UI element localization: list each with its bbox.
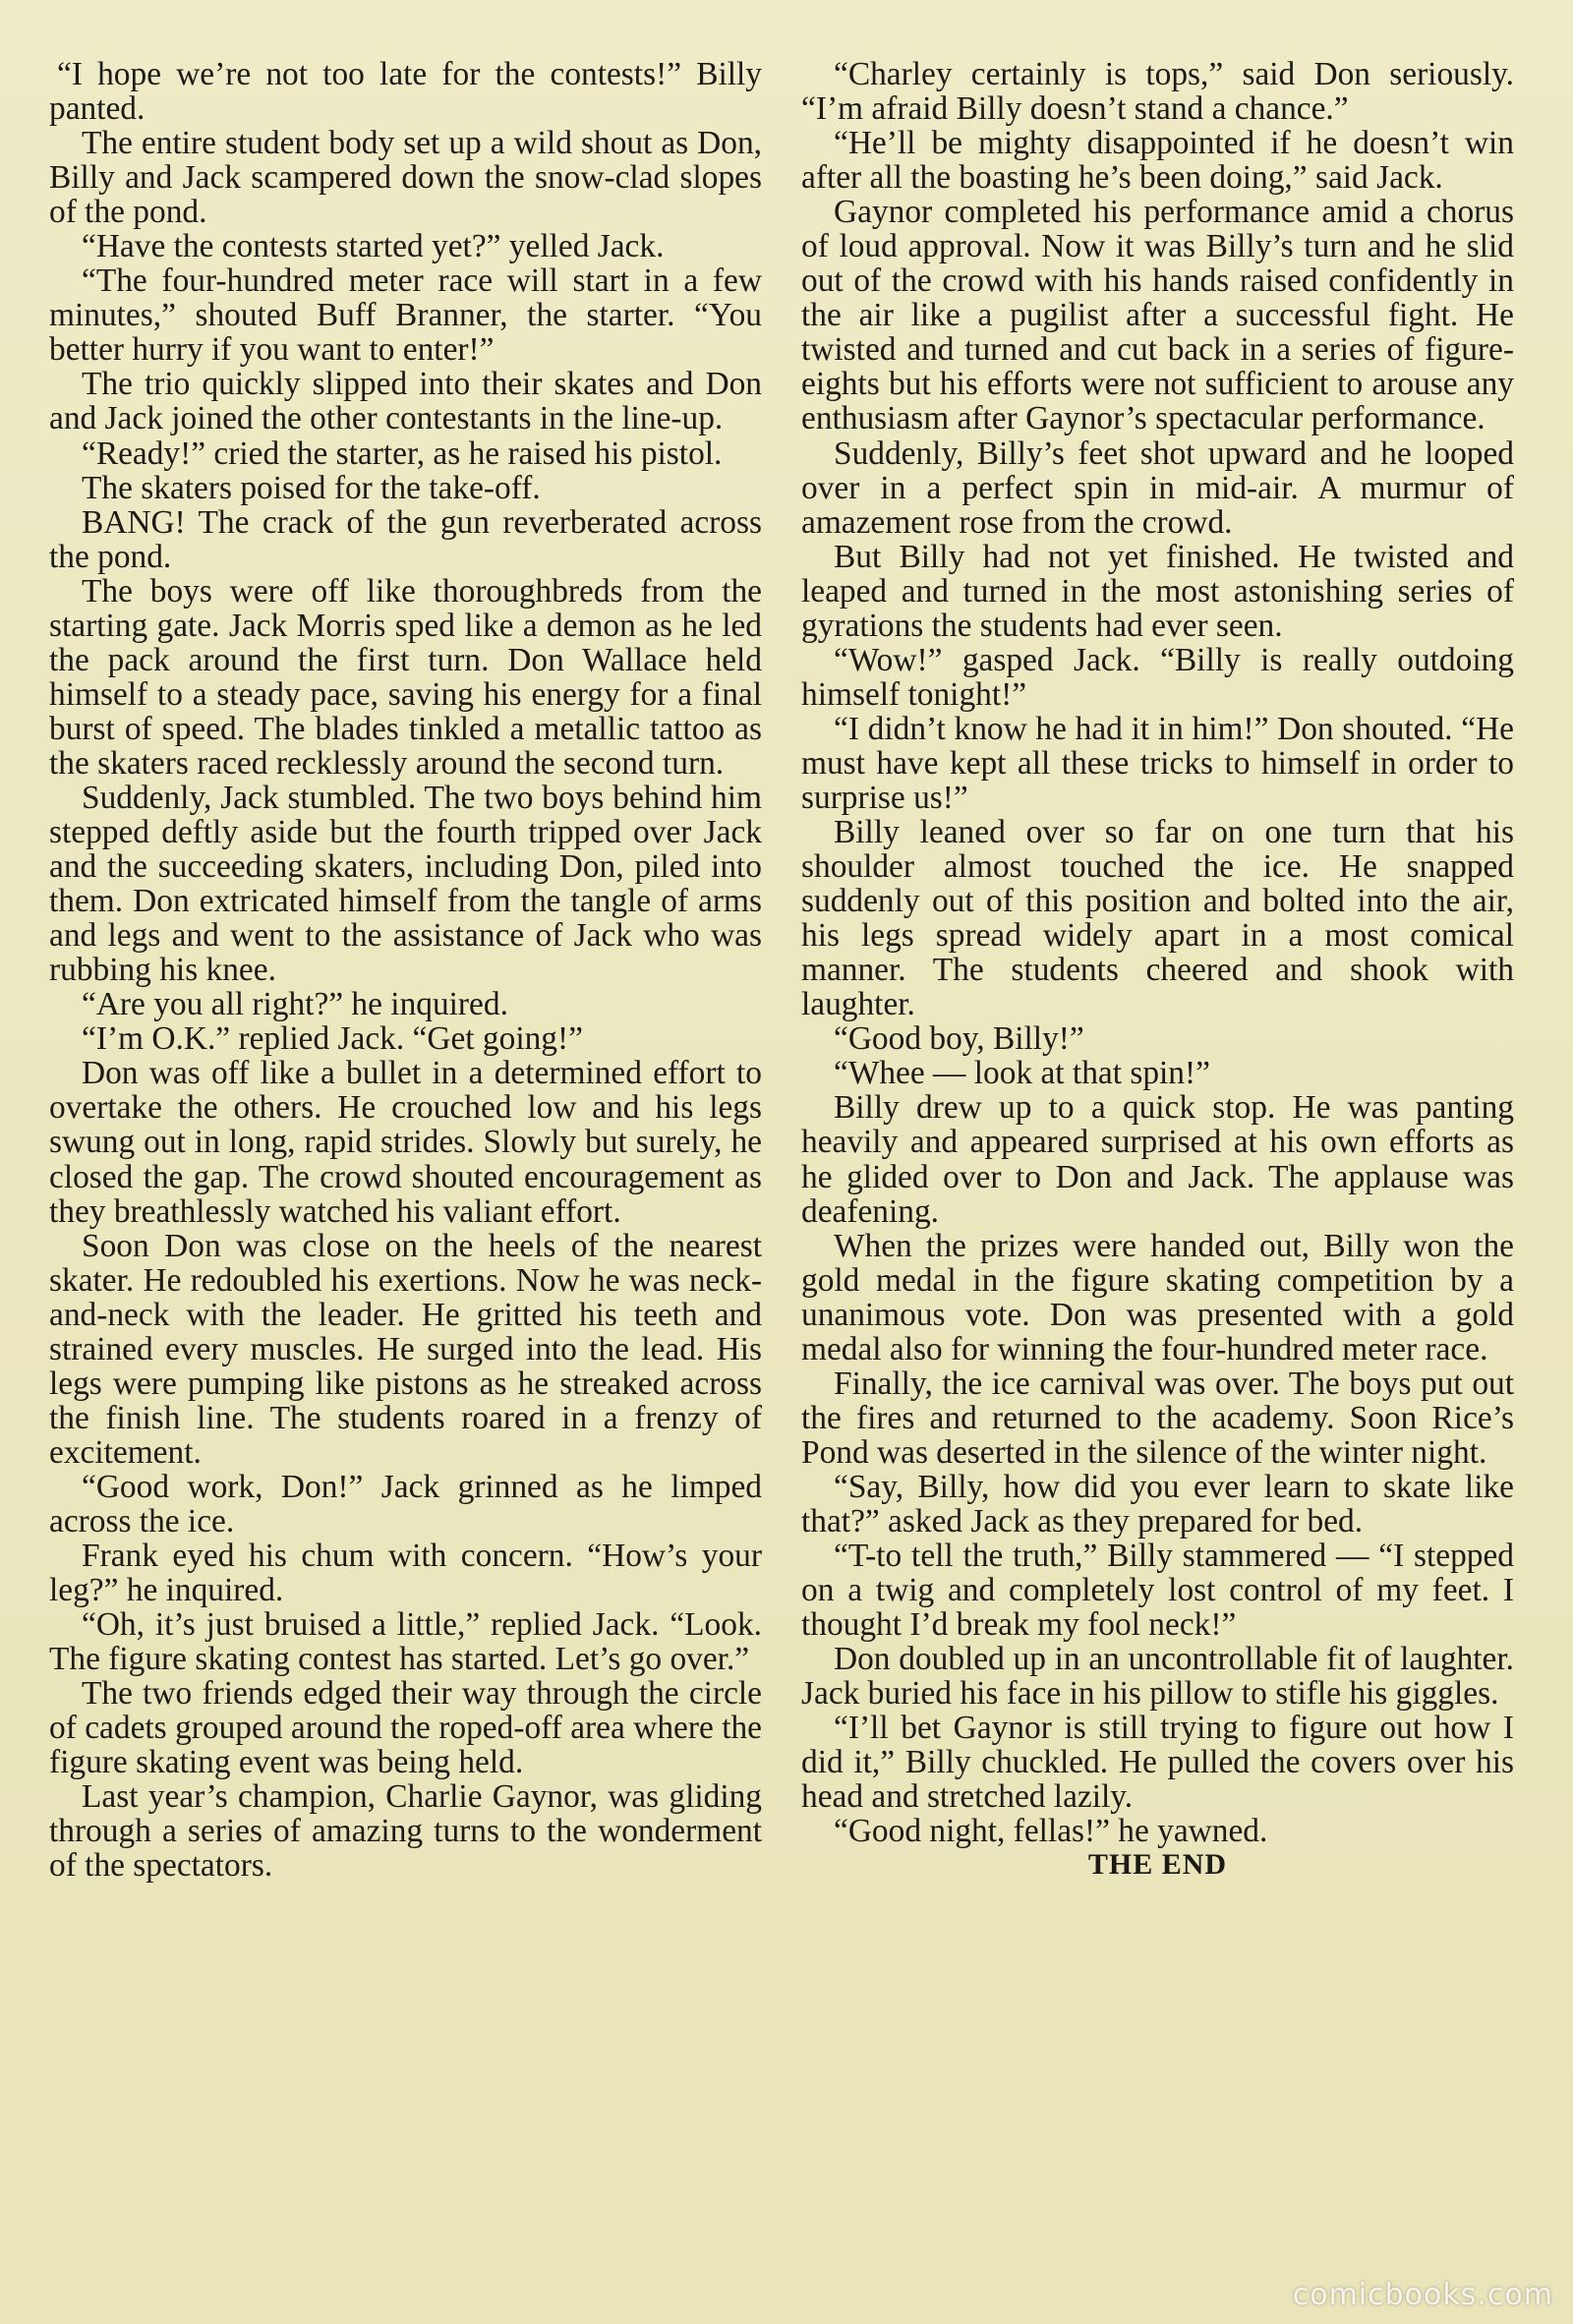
paragraph: “Good work, Don!” Jack grinned as he limped across the ice. <box>49 1468 762 1540</box>
paragraph: “Wow!” gasped Jack. “Billy is really outdoing himself tonight!” <box>801 641 1514 713</box>
paragraph: But Billy had not yet finished. He twisted and leaped and turned in the most astonishing series of gyrations the students had ever seen. <box>801 538 1514 644</box>
paragraph: “Charley certainly is tops,” said Don seriously. “I’m afraid Billy doesn’t stand a chance.” <box>801 56 1514 128</box>
paragraph: Soon Don was close on the heels of the nearest skater. He redoubled his exertions. Now he was neck-and-neck with the leader. He gritted his teeth and strained every muscles. He surged into the lead. His legs were pumping like pistons as he streaked across the finish line. The students roared in a frenzy of excitement. <box>49 1227 762 1471</box>
right-text-column <box>801 57 1514 1882</box>
paragraph: Last year’s champion, Charlie Gaynor, was gliding through a series of amazing turns to the wonderment of the spectators. <box>49 1778 762 1885</box>
paragraph: Billy leaned over so far on one turn that his shoulder almost touched the ice. He snapped suddenly out of this position and bolted into the air, his legs spread widely apart in a most comical manner. The students cheered and shook with laughter. <box>801 814 1514 1023</box>
paragraph: Suddenly, Jack stumbled. The two boys behind him stepped deftly aside but the fourth tripped over Jack and the succeeding skaters, including Don, piled into them. Don extricated himself from the tangle of arms and legs and went to the assistance of Jack who was rubbing his knee. <box>49 779 762 989</box>
paragraph: Don was off like a bullet in a determined effort to overtake the others. He crouched low and his legs swung out in long, rapid strides. Slowly but surely, he closed the gap. The crowd shouted encouragement as they breathlessly watched his valiant effort. <box>49 1055 762 1230</box>
paragraph: “Good night, fellas!” he yawned. <box>834 1813 1268 1850</box>
paragraph: “Oh, it’s just bruised a little,” replied Jack. “Look. The figure skating contest has started. Let’s go over.” <box>49 1606 762 1678</box>
paragraph: “I hope we’re not too late for the contests!” Billy panted. <box>49 56 762 128</box>
paragraph: Don doubled up in an uncontrollable fit of laughter. Jack buried his face in his pillow to stifle his giggles. <box>801 1641 1514 1713</box>
paragraph: Suddenly, Billy’s feet shot upward and he looped over in a perfect spin in mid-air. A murmur of amazement rose from the crowd. <box>801 435 1514 541</box>
paragraph: The two friends edged their way through the circle of cadets grouped around the roped-off area where the figure skating event was being held. <box>49 1675 762 1781</box>
column-gutter <box>777 59 778 2271</box>
site-watermark: comicbooks.com <box>1292 2278 1553 2312</box>
the-end-label: THE END <box>1087 1848 1228 1882</box>
paragraph: The boys were off like thoroughbreds from the starting gate. Jack Morris sped like a demon as he led the pack around the first turn. Don Wallace held himself to a steady pace, saving his energy for a final burst of speed. The blades tinkled a metallic tattoo as the skaters raced recklessly around the second turn. <box>49 572 762 782</box>
paragraph: “Ready!” cried the starter, as he raised his pistol. <box>82 435 723 472</box>
left-text-column <box>49 57 762 1883</box>
paragraph: “Say, Billy, how did you ever learn to skate like that?” asked Jack as they prepared for bed. <box>801 1468 1514 1540</box>
paragraph: The entire student body set up a wild shout as Don, Billy and Jack scampered down the snow-clad slopes of the pond. <box>49 125 762 231</box>
paragraph: “I’ll bet Gaynor is still trying to figure out how I did it,” Billy chuckled. He pulled the covers over his head and stretched lazily. <box>801 1710 1514 1816</box>
paragraph: “I didn’t know he had it in him!” Don shouted. “He must have kept all these tricks to himself in order to surprise us!” <box>801 710 1514 816</box>
paragraph: “He’ll be mighty disappointed if he doesn’t win after all the boasting he’s been doing,” said Jack. <box>801 125 1514 197</box>
paragraph: BANG! The crack of the gun reverberated across the pond. <box>49 503 762 575</box>
paragraph: When the prizes were handed out, Billy won the gold medal in the figure skating competition by a unanimous vote. Don was presented with a gold medal also for winning the four-hundred meter race. <box>801 1227 1514 1367</box>
paragraph: Finally, the ice carnival was over. The boys put out the fires and returned to the academy. Soon Rice’s Pond was deserted in the silence of the winter night. <box>801 1365 1514 1471</box>
paragraph: Frank eyed his chum with concern. “How’s your leg?” he inquired. <box>49 1538 762 1609</box>
paragraph: “Have the contests started yet?” yelled Jack. <box>82 228 665 265</box>
paragraph: The trio quickly slipped into their skates and Don and Jack joined the other contestants in the line-up. <box>49 366 762 437</box>
paragraph: Gaynor completed his performance amid a chorus of loud approval. Now it was Billy’s turn and he slid out of the crowd with his hands raised confidently in the air like a pugilist after a successful fight. He twisted and turned and cut back in a series of figure-eights but his efforts were not sufficient to arouse any enthusiasm after Gaynor’s spectacular performance. <box>801 194 1514 437</box>
paragraph: “T-to tell the truth,” Billy stammered — “I stepped on a twig and completely lost control of my feet. I thought I’d break my fool neck!” <box>801 1538 1514 1644</box>
paragraph: “I’m O.K.” replied Jack. “Get going!” <box>82 1020 583 1058</box>
paragraph: The skaters poised for the take-off. <box>82 469 541 506</box>
paragraph: “Are you all right?” he inquired. <box>82 986 508 1023</box>
paragraph: “Whee — look at that spin!” <box>834 1055 1210 1092</box>
paragraph: “Good boy, Billy!” <box>834 1020 1084 1058</box>
paragraph: Billy drew up to a quick stop. He was panting heavily and appeared surprised at his own efforts as he glided over to Don and Jack. The applause was deafening. <box>801 1089 1514 1230</box>
paragraph: “The four-hundred meter race will start in a few minutes,” shouted Buff Branner, the starter. “You better hurry if you want to enter!” <box>49 262 762 369</box>
